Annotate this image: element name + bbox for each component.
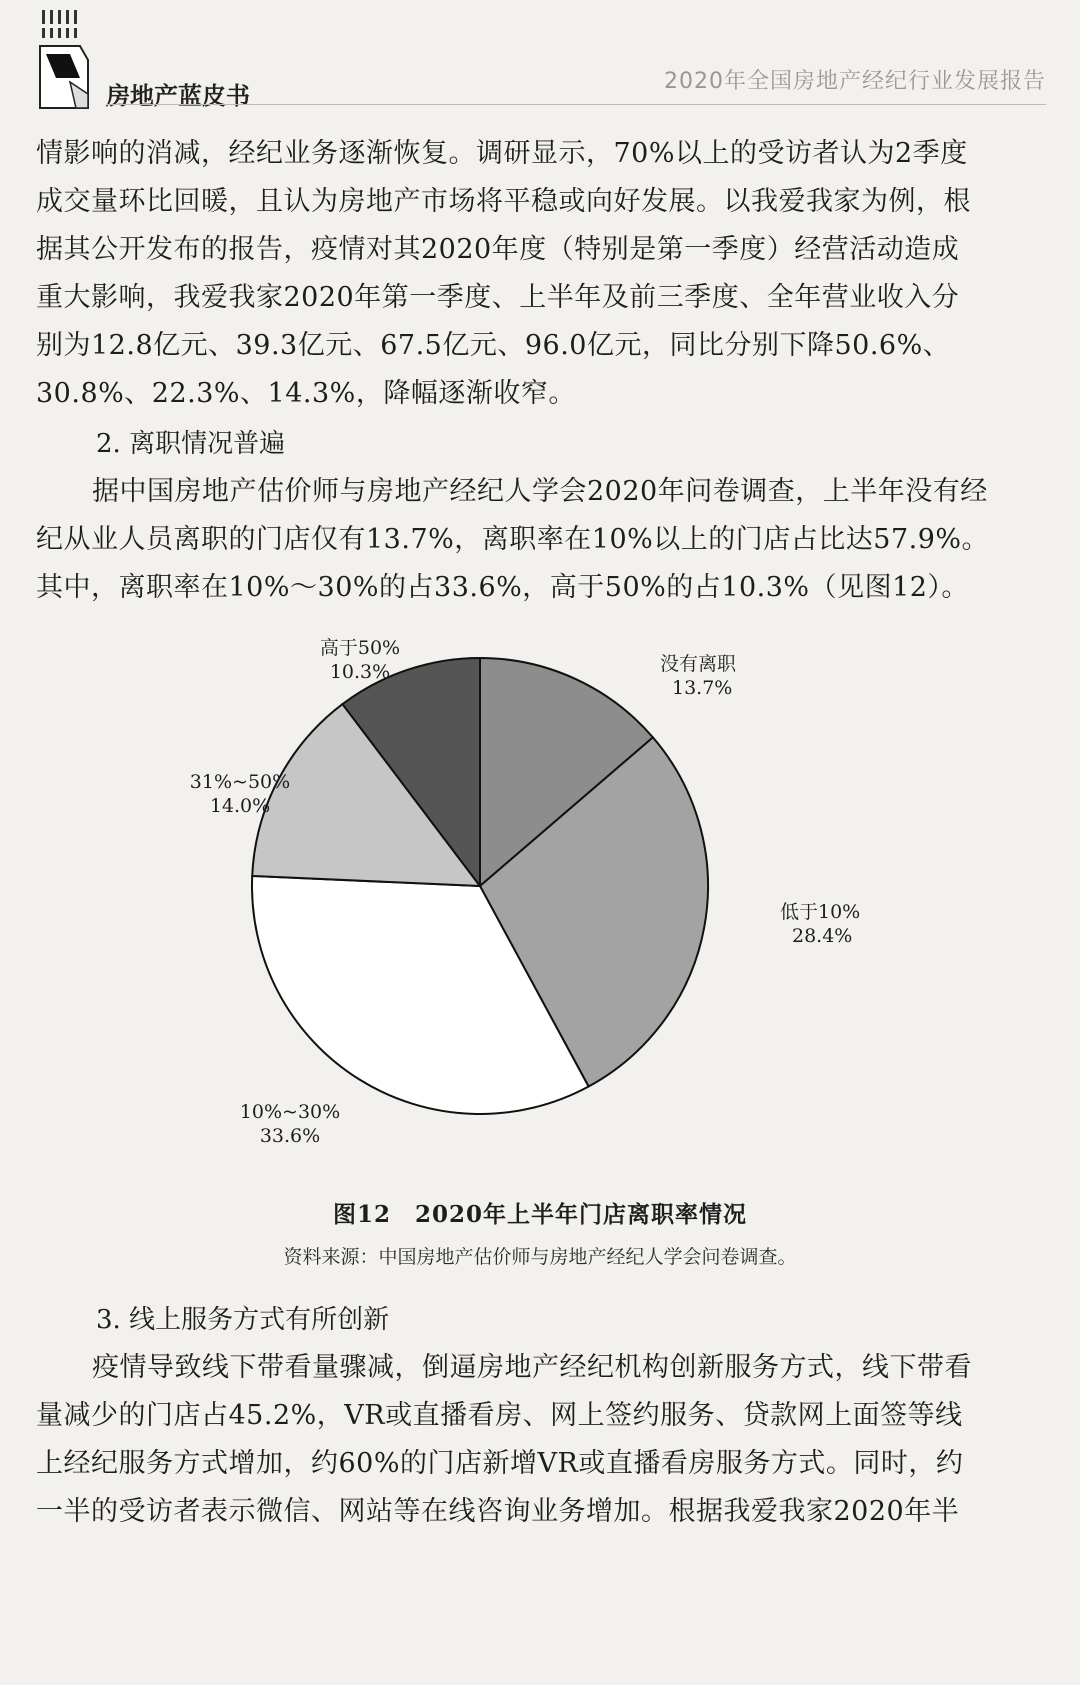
text-line: 据其公开发布的报告，疫情对其2020年度（特别是第一季度）经营活动造成 bbox=[36, 234, 960, 265]
text-line: 重大影响，我爱我家2020年第一季度、上半年及前三季度、全年营业收入分 bbox=[36, 282, 960, 313]
text-line: 据中国房地产估价师与房地产经纪人学会2020年问卷调查，上半年没有经 bbox=[92, 476, 988, 507]
text-line: 30.8%、22.3%、14.3%，降幅逐渐收窄。 bbox=[36, 378, 576, 409]
figure-caption: 图12 2020年上半年门店离职率情况 bbox=[332, 1201, 748, 1228]
pie-slice-label: 没有离职 bbox=[660, 653, 737, 675]
text-line: 上经纪服务方式增加，约60%的门店新增VR或直播看房服务方式。同时，约 bbox=[36, 1448, 964, 1479]
pie-slice-label: 高于50% bbox=[319, 637, 401, 659]
section-2 bbox=[36, 420, 1046, 612]
book-title: 房地产蓝皮书 bbox=[106, 82, 250, 110]
pie-chart bbox=[160, 618, 920, 1158]
section-3 bbox=[36, 1296, 1046, 1536]
pie-chart-svg bbox=[160, 618, 920, 1158]
running-head: 2020年全国房地产经纪行业发展报告 bbox=[664, 69, 1046, 94]
pie-slice-label: 低于10% bbox=[780, 901, 861, 923]
section-heading: 2. 离职情况普遍 bbox=[96, 429, 286, 459]
figure-source: 资料来源：中国房地产估价师与房地产经纪人学会问卷调查。 bbox=[283, 1246, 797, 1268]
text-line: 情影响的消减，经纪业务逐渐恢复。调研显示，70%以上的受访者认为2季度 bbox=[36, 138, 968, 169]
text-line: 疫情导致线下带看量骤减，倒逼房地产经纪机构创新服务方式，线下带看 bbox=[92, 1352, 972, 1383]
text-line: 其中，离职率在10%～30%的占33.6%，高于50%的占10.3%（见图12）。 bbox=[36, 572, 969, 603]
pie-slice-value: 33.6% bbox=[259, 1125, 321, 1147]
text-line: 量减少的门店占45.2%，VR或直播看房、网上签约服务、贷款网上面签等线 bbox=[36, 1400, 963, 1431]
pie-slice-value: 10.3% bbox=[329, 661, 391, 683]
pie-slice-value: 28.4% bbox=[792, 925, 853, 947]
pie-slice-value: 14.0% bbox=[209, 795, 271, 817]
text-line: 成交量环比回暖，且认为房地产市场将平稳或向好发展。以我爱我家为例，根 bbox=[36, 186, 971, 217]
paragraph-1 bbox=[36, 130, 1046, 418]
section-heading: 3. 线上服务方式有所创新 bbox=[96, 1305, 390, 1335]
text-line: 别为12.8亿元、39.3亿元、67.5亿元、96.0亿元，同比分别下降50.6%、 bbox=[36, 330, 951, 361]
pie-slice-label: 10%~30% bbox=[239, 1101, 341, 1123]
text-line: 一半的受访者表示微信、网站等在线咨询业务增加。根据我爱我家2020年半 bbox=[36, 1496, 960, 1527]
header-rule bbox=[106, 104, 1046, 105]
text-line: 纪从业人员离职的门店仅有13.7%，离职率在10%以上的门店占比达57.9%。 bbox=[36, 524, 990, 555]
pie-slice-label: 31%~50% bbox=[189, 771, 291, 793]
bluebook-logo-icon bbox=[36, 8, 92, 112]
pie-slice-value: 13.7% bbox=[672, 677, 733, 699]
page-header bbox=[36, 8, 1046, 118]
